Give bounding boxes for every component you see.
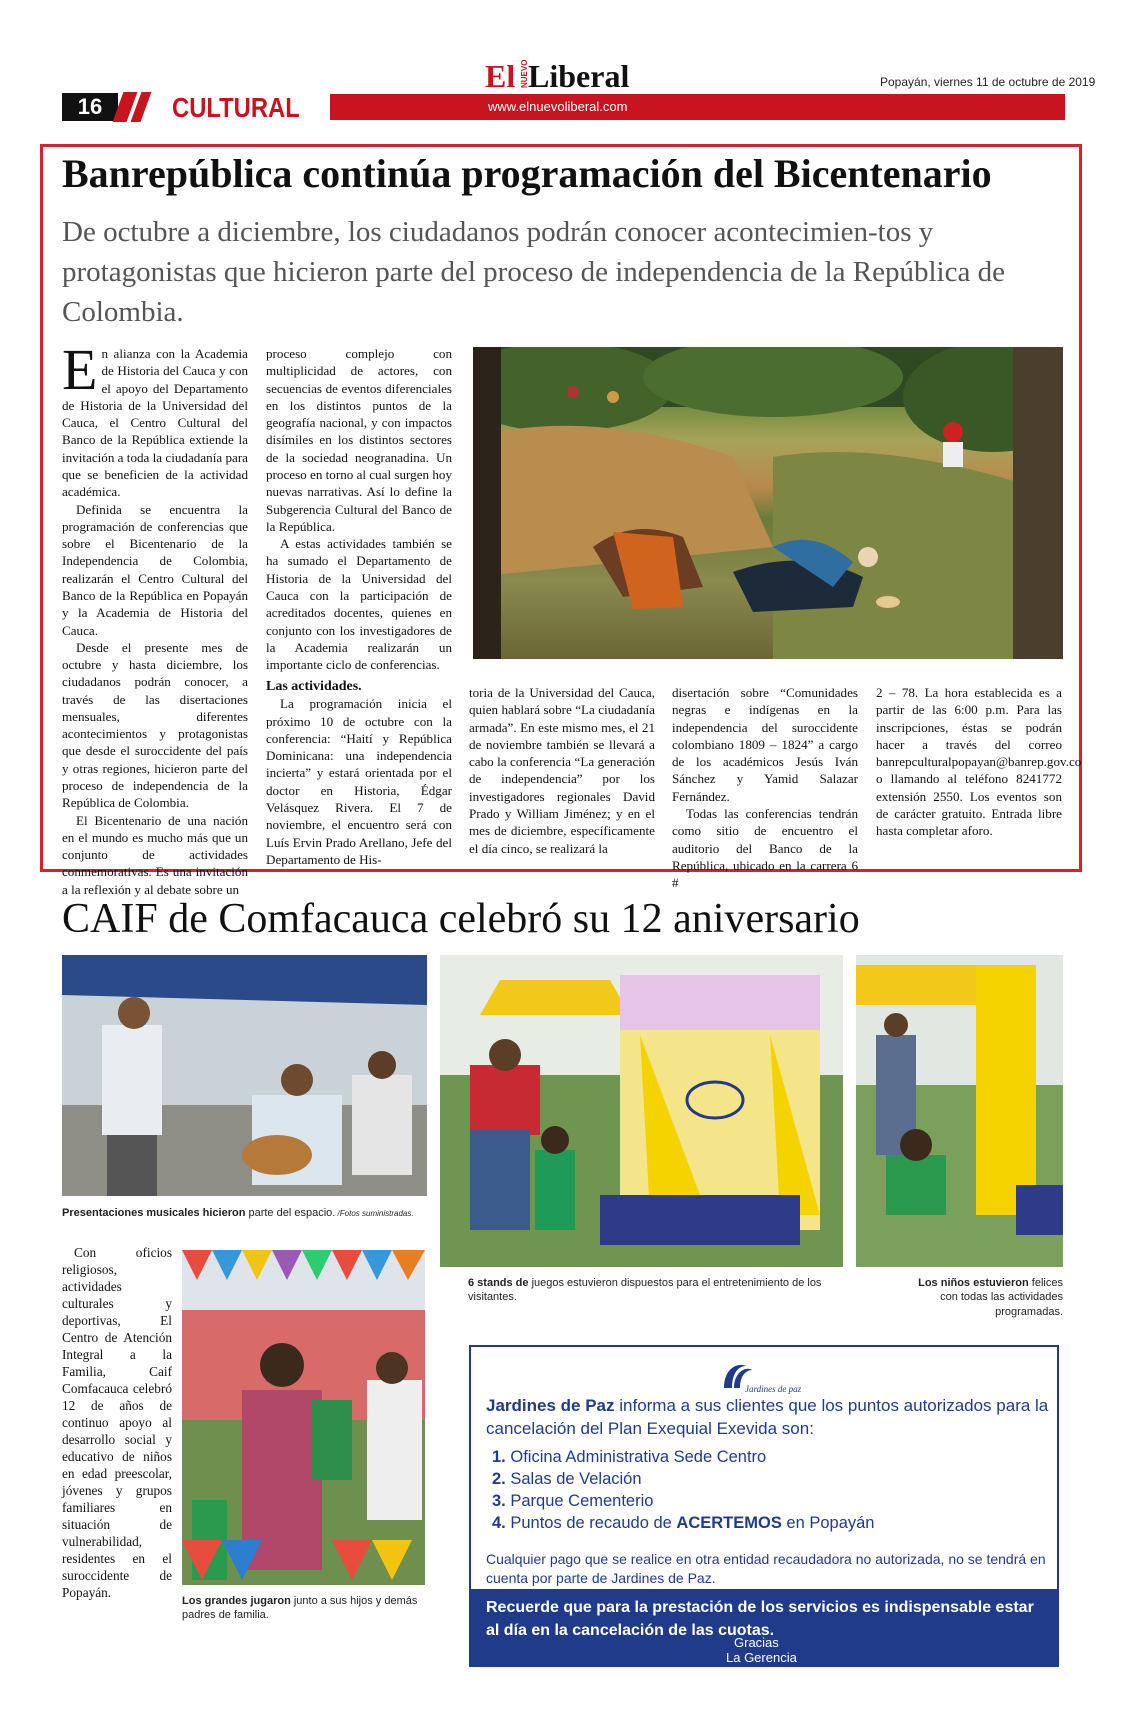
article-headline: Banrepública continúa programación del Bicentenario xyxy=(62,151,992,196)
logo-nuevo: NUEVO xyxy=(520,59,529,88)
article-subhead: Las actividades. xyxy=(266,679,362,695)
photo-game-stands xyxy=(440,955,843,1267)
historical-painting xyxy=(473,347,1063,659)
ad-list-text: en Popayán xyxy=(781,1514,875,1532)
ad-signature: La Gerencia xyxy=(726,1650,797,1665)
article-column-5 xyxy=(876,684,1082,840)
page-number: 16 xyxy=(62,93,118,121)
paragraph: proceso complejo con multiplicidad de actores, con secuencias de eventos diferenciales en los distintos puntos de la geografía nacional, y con impactos disímiles en los distintos sectores de la sociedad neogranadina. Un proceso en torno al cual surgen hoy nuevas narrativas. Así lo define la Subgerencia Cultural del Banco de la República. xyxy=(266,346,452,534)
ad-list-item xyxy=(492,1468,875,1490)
paragraph: n alianza con la Academia de Historia del Cauca y con el apoyo del Departamento de Historia de la Universidad del Cauca, el Centro Cultural del Banco de la República extiende la invitación a toda la ciudadanía para que se beneficien de la actividad académica. xyxy=(62,346,248,500)
caption-bold: Los grandes jugaron xyxy=(182,1595,291,1607)
ad-list-num: 1. xyxy=(492,1448,506,1466)
ad-list-text: Salas de Velación xyxy=(510,1470,642,1488)
paragraph: La programación inicia el próximo 10 de octubre con la conferencia: “Haití y República Dominicana: una independencia incierta” y estará orientada por el doctor en Historia, Édgar Velásquez Rivera. El 7 de noviembre, el encuentro será con Luís Ervin Prado Arellano, Jefe del Departamento de His- xyxy=(266,696,452,867)
article2-headline: CAIF de Comfacauca celebró su 12 aniversario xyxy=(62,896,860,942)
ad-list-num: 3. xyxy=(492,1492,506,1510)
site-url[interactable]: www.elnuevoliberal.com xyxy=(488,99,628,114)
ad-reminder: Recuerde que para la prestación de los servicios es indispensable estar al día en la cancelación de las cuotas. xyxy=(486,1599,1034,1640)
article-column-2 xyxy=(266,345,452,868)
photo-musicians xyxy=(62,955,427,1196)
paragraph: Con oficios religiosos, actividades culturales y deportivas, El Centro de Atención Integral a la Familia, Caif Comfacauca celebró 12 de años de continuo apoyo al desarrollo social y educativo de niños en edad preescolar, jóvenes y grupos familiares en situación de vulnerabilidad, residentes en el suroccidente de Popayán. xyxy=(62,1245,172,1601)
caption-adults-playing xyxy=(182,1594,422,1623)
article-column-4 xyxy=(672,684,858,891)
paragraph: disertación sobre “Comunidades negras e indígenas en la independencia del suroccidente colombiano 1809 – 1824” a cargo de los académicos Jesús Iván Sánchez y Yamid Salazar Fernández. xyxy=(672,685,858,804)
article2-body xyxy=(62,1244,172,1601)
drop-cap: E xyxy=(62,337,98,402)
ad-list-num: 4. xyxy=(492,1514,506,1532)
issue-date: Popayán, viernes 11 de octubre de 2019 xyxy=(880,75,1096,89)
ad-list-text: Oficina Administrativa Sede Centro xyxy=(510,1448,767,1466)
ad-list-text: Parque Cementerio xyxy=(510,1492,654,1510)
ad-list-item xyxy=(492,1490,875,1512)
article-column-1 xyxy=(62,337,248,898)
paragraph: Todas las conferencias tendrán como sitio de encuentro el auditorio del Banco de la República, ubicado en la carrera 6 # xyxy=(672,805,858,891)
ad-list-text: Puntos de recaudo de xyxy=(510,1514,677,1532)
caption-musicians xyxy=(62,1206,442,1220)
paragraph: El Bicentenario de una nación en el mundo es mucho más que un conjunto de actividades conmemorativas. Es una invitación a la reflexión y al debate sobre un xyxy=(62,812,248,897)
caption-text: felices con todas las actividades programadas. xyxy=(940,1277,1063,1318)
article-column-3 xyxy=(469,684,655,857)
ad-list-num: 2. xyxy=(492,1470,506,1488)
ad-warning: Cualquier pago que se realice en otra entidad recaudadora no autorizada, no se tendrá en cuenta por parte de Jardines de Paz. xyxy=(486,1551,1046,1586)
caption-text: juegos estuvieron dispuestos para el entretenimiento de los visitantes. xyxy=(468,1277,822,1304)
caption-game-stands xyxy=(468,1276,868,1305)
logo-liberal: Liberal xyxy=(528,58,630,94)
caption-bold: Presentaciones musicales hicieron xyxy=(62,1207,246,1219)
ad-logo-text: Jardines de paz xyxy=(745,1384,802,1394)
paragraph: toria de la Universidad del Cauca, quien hablará sobre “La ciudadanía armada”. En este mismo mes, el 21 de noviembre también se llevará a cabo la conferencia “La generación de independencia” por los investigadores regionales David Prado y William Jiménez; y en el mes de diciembre, específicamente el día cinco, se realizará la xyxy=(469,685,655,856)
caption-text: junto a sus hijos y demás padres de familia. xyxy=(182,1595,418,1622)
paragraph: Definida se encuentra la programación de conferencias que sobre el Bicentenario de la Independencia de Colombia, realizarán el Centro Cultural del Banco de la República en Popayán y la Academia de Historia del Cauca. xyxy=(62,501,248,638)
ad-list-item xyxy=(492,1446,875,1468)
ad-list-bold: ACERTEMOS xyxy=(676,1514,782,1532)
header-red-bar xyxy=(330,94,1065,120)
article-deck: De octubre a diciembre, los ciudadanos podrán conocer acontecimien-tos y protagonistas que hicieron parte del proceso de independencia de la República de Colombia. xyxy=(62,216,1005,329)
caption-bold: Los niños estuvieron xyxy=(918,1277,1029,1289)
caption-text: parte del espacio. xyxy=(245,1207,336,1219)
paragraph: Desde el presente mes de octubre y hasta diciembre, los ciudadanos podrán conocer, a través de las disertaciones mensuales, diferentes acontecimientos y protagonistas que desde el suroccidente del país y otras regiones, hicieron parte del proceso de independencia de la República de Colombia. xyxy=(62,639,248,811)
photo-credit: /Fotos suministradas. xyxy=(335,1209,414,1218)
logo-el: El xyxy=(485,58,516,94)
paragraph: A estas actividades también se ha sumado el Departamento de Historia de la Universidad del Cauca con la participación de acreditados docentes, quienes en conjunto con los investigadores de la Academia realizarán un importante ciclo de conferencias. xyxy=(266,536,452,673)
ad-intro xyxy=(486,1395,1051,1441)
ad-intro-text: informa a sus clientes que los puntos autorizados para la cancelación del Plan Exequial Exevida son: xyxy=(486,1396,1049,1438)
ad-list-item xyxy=(492,1512,875,1534)
caption-bold: 6 stands de xyxy=(468,1277,529,1289)
ad-brand: Jardines de Paz xyxy=(486,1396,615,1415)
ad-thanks: Gracias xyxy=(734,1635,779,1650)
paragraph: 2 – 78. La hora establecida es a partir de las 6:00 p.m. Para las inscripciones, éstas se podrán hacer a través del correo banrepculturalpopayan@banrep.gov.co o llamando al teléfono 8241772 extensión 2550. Los eventos son de carácter gratuito. Entrada libre hasta completar aforo. xyxy=(876,685,1082,839)
section-title: CULTURAL xyxy=(172,92,300,123)
photo-children xyxy=(856,955,1063,1267)
caption-children xyxy=(900,1276,1063,1319)
photo-adults-playing xyxy=(182,1250,425,1585)
ad-list xyxy=(492,1446,875,1534)
